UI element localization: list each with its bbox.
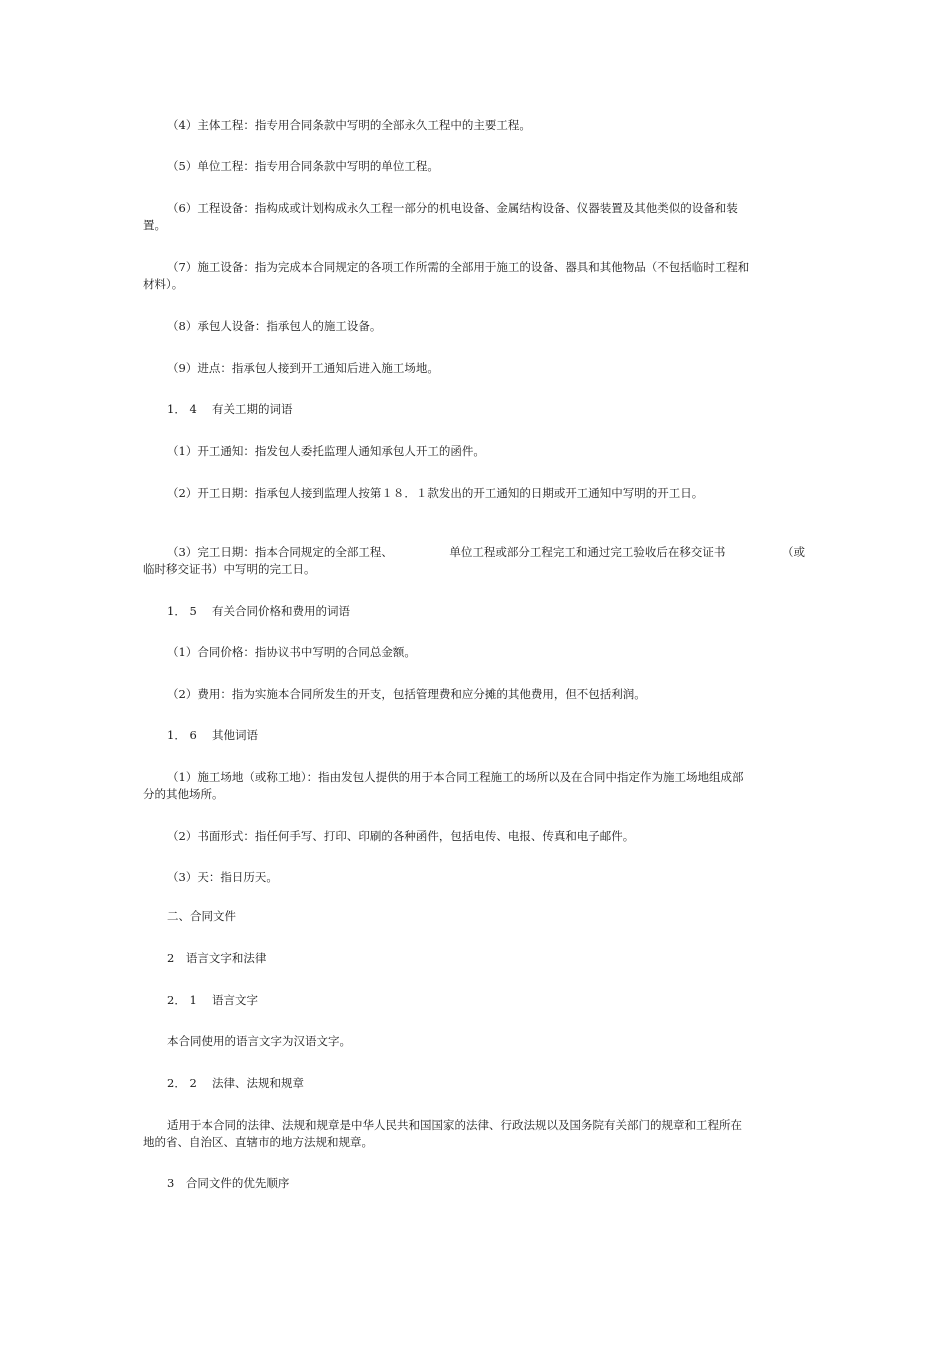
completion-date-part-2: 单位工程或部分工程完工和通过完工验收后在移交证书 <box>449 545 726 559</box>
section-heading-1-5: 1． 5 有关合同价格和费用的词语 <box>167 604 350 618</box>
clause-written-form: （2）书面形式：指任何手写、打印、印刷的各种函件，包括电传、电报、传真和电子邮件。 <box>167 829 635 843</box>
section-heading-2-2: 2． 2 法律、法规和规章 <box>167 1076 304 1090</box>
clause-day: （3）天：指日历天。 <box>167 870 278 884</box>
clause-completion-date-line1 <box>143 544 805 561</box>
clause-costs: （2）费用：指为实施本合同所发生的开支，包括管理费和应分摊的其他费用，但不包括利润。 <box>167 687 646 701</box>
clause-construction-site: （1）施工场地（或称工地）：指由发包人提供的用于本合同工程施工的场所以及在合同中指定作为施工场地组成部分的其他场所。 <box>143 770 744 801</box>
completion-date-part-3: （或 <box>781 545 805 559</box>
completion-date-part-1: （3）完工日期：指本合同规定的全部工程、 <box>167 545 393 559</box>
clause-construction-equipment: （7）施工设备：指为完成本合同规定的各项工作所需的全部用于施工的设备、器具和其他物品（不包括临时工程和材料）。 <box>143 260 750 291</box>
clause-site-entry: （9）进点：指承包人接到开工通知后进入施工场地。 <box>167 361 439 375</box>
clause-completion-date-line2: 临时移交证书）中写明的完工日。 <box>143 562 316 576</box>
clause-contractor-equipment: （8）承包人设备：指承包人的施工设备。 <box>167 319 382 333</box>
clause-engineering-equipment: （6）工程设备：指构成或计划构成永久工程一部分的机电设备、金属结构设备、仪器装置及其他类似的设备和装置。 <box>143 201 738 232</box>
clause-commencement-date: （2）开工日期：指承包人接到监理人按第１８．１款发出的开工通知的日期或开工通知中写明的开工日。 <box>167 486 704 500</box>
section-heading-2: 2 语言文字和法律 <box>167 951 267 965</box>
clause-main-works: （4）主体工程：指专用合同条款中写明的全部永久工程中的主要工程。 <box>167 118 531 132</box>
clause-applicable-law: 适用于本合同的法律、法规和规章是中华人民共和国国家的法律、行政法规以及国务院有关部门的规章和工程所在地的省、自治区、直辖市的地方法规和规章。 <box>143 1118 742 1149</box>
section-heading-1-6: 1． 6 其他词语 <box>167 728 258 742</box>
section-heading-1-4: 1． 4 有关工期的词语 <box>167 402 293 416</box>
section-heading-2-1: 2． 1 语言文字 <box>167 993 258 1007</box>
clause-contract-price: （1）合同价格：指协议书中写明的合同总金额。 <box>167 645 416 659</box>
clause-unit-works: （5）单位工程：指专用合同条款中写明的单位工程。 <box>167 159 439 173</box>
chapter-heading-contract-documents: 二、合同文件 <box>167 909 236 923</box>
clause-commencement-notice: （1）开工通知：指发包人委托监理人通知承包人开工的函件。 <box>167 444 485 458</box>
section-heading-3: 3 合同文件的优先顺序 <box>167 1176 290 1190</box>
clause-language: 本合同使用的语言文字为汉语文字。 <box>167 1034 351 1048</box>
